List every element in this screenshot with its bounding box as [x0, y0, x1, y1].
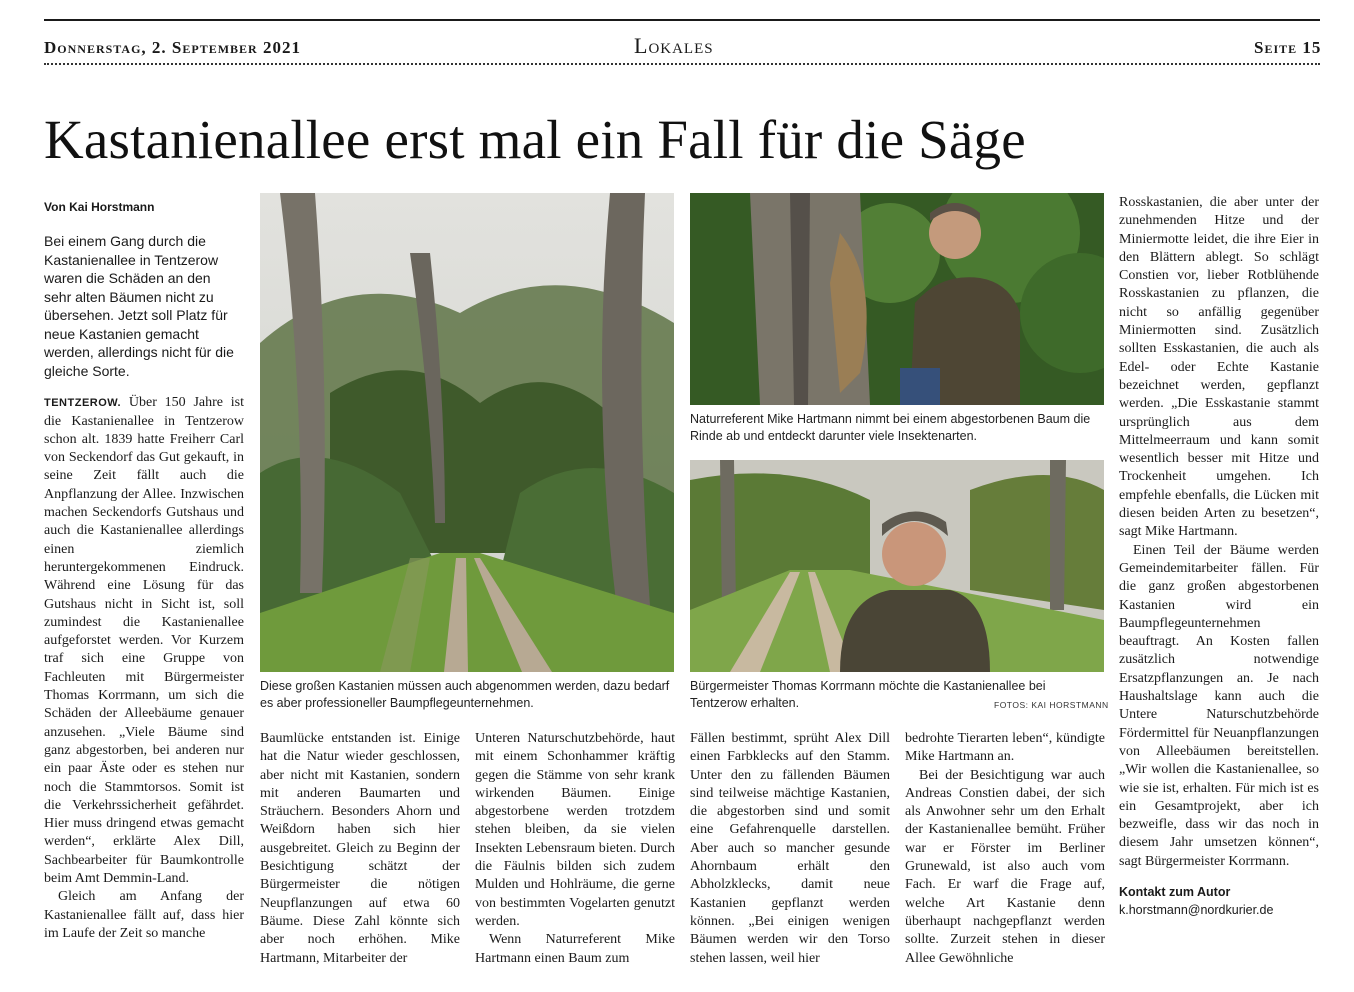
byline: Von Kai Horstmann	[44, 200, 155, 214]
article-column-4	[690, 730, 890, 968]
photo-mike-hartmann	[690, 193, 1104, 405]
body-paragraph: Bei der Besichtigung war auch Andreas Constien dabei, der sich als Anwohner sehr um den Erhalt der Kastanienallee bemüht. Früher war er Förster im Berliner Grunewald, ist also auch vom Fach. Er warf die Frage auf, welche Art Kastanie denn überhaupt nachgepflanzt werden sollte. Zurzeit stehen in dieser Allee Gewöhnliche	[905, 767, 1105, 966]
body-paragraph: Rosskastanien, die aber unter der zunehmenden Hitze und der Miniermotte leidet, die ihre Eier in den Blättern ablegt. So schlägt Constien vor, lieber Rotblühende Rosskastanien zu pflanzen, die nicht so anfällig gegenüber Miniermotten sind. Zusätzlich sollten Esskastanien, die auch als Edel- oder Echte Kastanie bezeichnet werden, gepflanzt werden. „Die Esskastanie stammt ursprünglich aus dem Mittelmeerraum und kann somit wesentlich besser mit Hitze und Trockenheit umgehen. Ich empfehle ebenfalls, die Lücken mit diesen beiden Arten zu besetzen“, sagt Mike Hartmann.	[1119, 195, 1319, 540]
article-column-2	[260, 730, 460, 968]
issue-date: Donnerstag, 2. September 2021	[44, 38, 301, 57]
body-paragraph: TENTZEROW. Über 150 Jahre ist die Kastanienallee in Tentzerow schon alt. 1839 hatte Freiherr Carl von Seckendorf das Gut gekauft, in seine Zeit fällt auch die Anpflanzung der Allee. Inzwischen machen Seckendorfs Gutshaus und auch die Kastanienallee allerdings einen ziemlich heruntergekommenen Eindruck. Während eine Lösung für das Gutshaus nicht in Sicht ist, soll zumindest die Kastanienallee aufgeforstet werden. Vor Kurzem traf sich eine Gruppe von Fachleuten mit Bürgermeister Thomas Korrmann, um sich die Schäden der Alleebäume genauer anzusehen. „Viele Bäume sind ganz abgestorben, bei anderen nur ein paar Äste oder es stehen nur noch die Stammtorsos. Somit ist die Verkehrssicherheit gefährdet. Hier muss dringend etwas gemacht werden“, erklärte Alex Dill, Sachbearbeiter für Baumkontrolle beim Amt Demmin-Land.	[44, 395, 244, 887]
body-paragraph: Unteren Naturschutzbehörde, haut mit einem Schonhammer kräftig gegen die Stämme von sehr krank wirkenden Bäumen. Einige abgestorbene werden trotzdem stehen bleiben, da sie vielen Insekten Lebensraum bieten. Durch die Fäulnis bilden sich zudem Mulden und Hohlräume, die gerne von bestimmten Vogelarten genutzt werden.	[475, 731, 675, 929]
photo-caption-3: Bürgermeister Thomas Korrmann möchte die Kastanienallee bei Tentzerow erhalten.	[690, 679, 1046, 710]
article-column-1	[44, 198, 244, 943]
body-paragraph: Baumlücke entstanden ist. Einige hat die Natur wieder geschlossen, aber nicht mit Kastanien, sondern mit anderen Baumarten und Sträuchern. Besonders Ahorn und Weißdorn haben sich hier ausgebreitet. Gleich zu Beginn der Besichtigung schätzt der Bürgermeister die nötigen Neupflanzungen auf etwa 60 Bäume. Diese Zahl könnte sich aber noch erhöhen. Mike Hartmann, Mitarbeiter der	[260, 731, 460, 966]
header-dotted-rule	[44, 63, 1320, 65]
photo-caption-2: Naturreferent Mike Hartmann nimmt bei einem abgestorbenen Baum die Rinde ab und entdeckt darunter viele Insektenarten.	[690, 412, 1091, 443]
body-paragraph: Einen Teil der Bäume werden Gemeindemitarbeiter fällen. Für die ganz großen abgestorbenen Kastanien wird ein Baumpflegeunternehmen beauftragt. An Kosten fallen zusätzlich notwendige Ersatzpflanzungen an. Je nach Haushaltslage kann auch die Untere Naturschutzbehörde Fördermittel für Neuanpflanzungen von Alleebäumen bereitstellen. „Wir wollen die Kastanienallee, so wie sie ist, erhalten. Für mich ist es ein Gesamtprojekt, aber ich bezweifle, dass wir das noch in diesem Jahr umsetzen können“, sagt Bürgermeister Korrmann.	[1119, 542, 1319, 869]
lead-paragraph: Bei einem Gang durch die Kastanienallee in Tentzerow waren die Schäden an den sehr alten Bäumen nicht zu übersehen. Jetzt soll Platz für neue Kastanien gemacht werden, allerdings nicht für die gleiche Sorte.	[44, 233, 234, 379]
top-rule	[44, 19, 1320, 21]
section-title: Lokales	[634, 33, 714, 58]
dateline: TENTZEROW.	[44, 397, 122, 410]
author-email-link[interactable]: k.horstmann@nordkurier.de	[1119, 903, 1274, 918]
body-paragraph: Gleich am Anfang der Kastanienallee fällt auf, dass hier im Laufe der Zeit so manche	[44, 889, 244, 941]
photo-chestnut-avenue	[260, 193, 674, 672]
photo-thomas-korrmann	[690, 460, 1104, 672]
article-headline: Kastanienallee erst mal ein Fall für die Säge	[44, 109, 1026, 170]
contact-label: Kontakt zum Autor	[1119, 884, 1231, 899]
body-paragraph: Wenn Naturreferent Mike Hartmann einen Baum zum	[475, 932, 675, 966]
article-column-5	[905, 730, 1105, 968]
photo-caption-1: Diese großen Kastanien müssen auch abgenommen werden, dazu bedarf es aber professioneller Baumpflegeunternehmen.	[260, 679, 670, 710]
body-paragraph: Fällen bestimmt, sprüht Alex Dill einen Farbklecks auf den Stamm. Unter den zu fällenden Bäumen sind teilweise mächtige Kastanien, die abgestorben sind und somit eine Gefahrenquelle darstellen. Aber auch so mancher gesunde Ahornbaum erhält den Abholzklecks, damit neue Kastanien gepflanzt werden können. „Bei einigen wenigen Bäumen werden wir den Torso stehen lassen, weil hier	[690, 731, 890, 966]
article-column-3	[475, 730, 675, 968]
photo-credit: FOTOS: KAI HORSTMANN	[994, 700, 1109, 710]
article-column-6	[1119, 194, 1319, 920]
body-paragraph: bedrohte Tierarten leben“, kündigte Mike Hartmann an.	[905, 731, 1105, 765]
page-number: Seite 15	[1254, 38, 1322, 57]
